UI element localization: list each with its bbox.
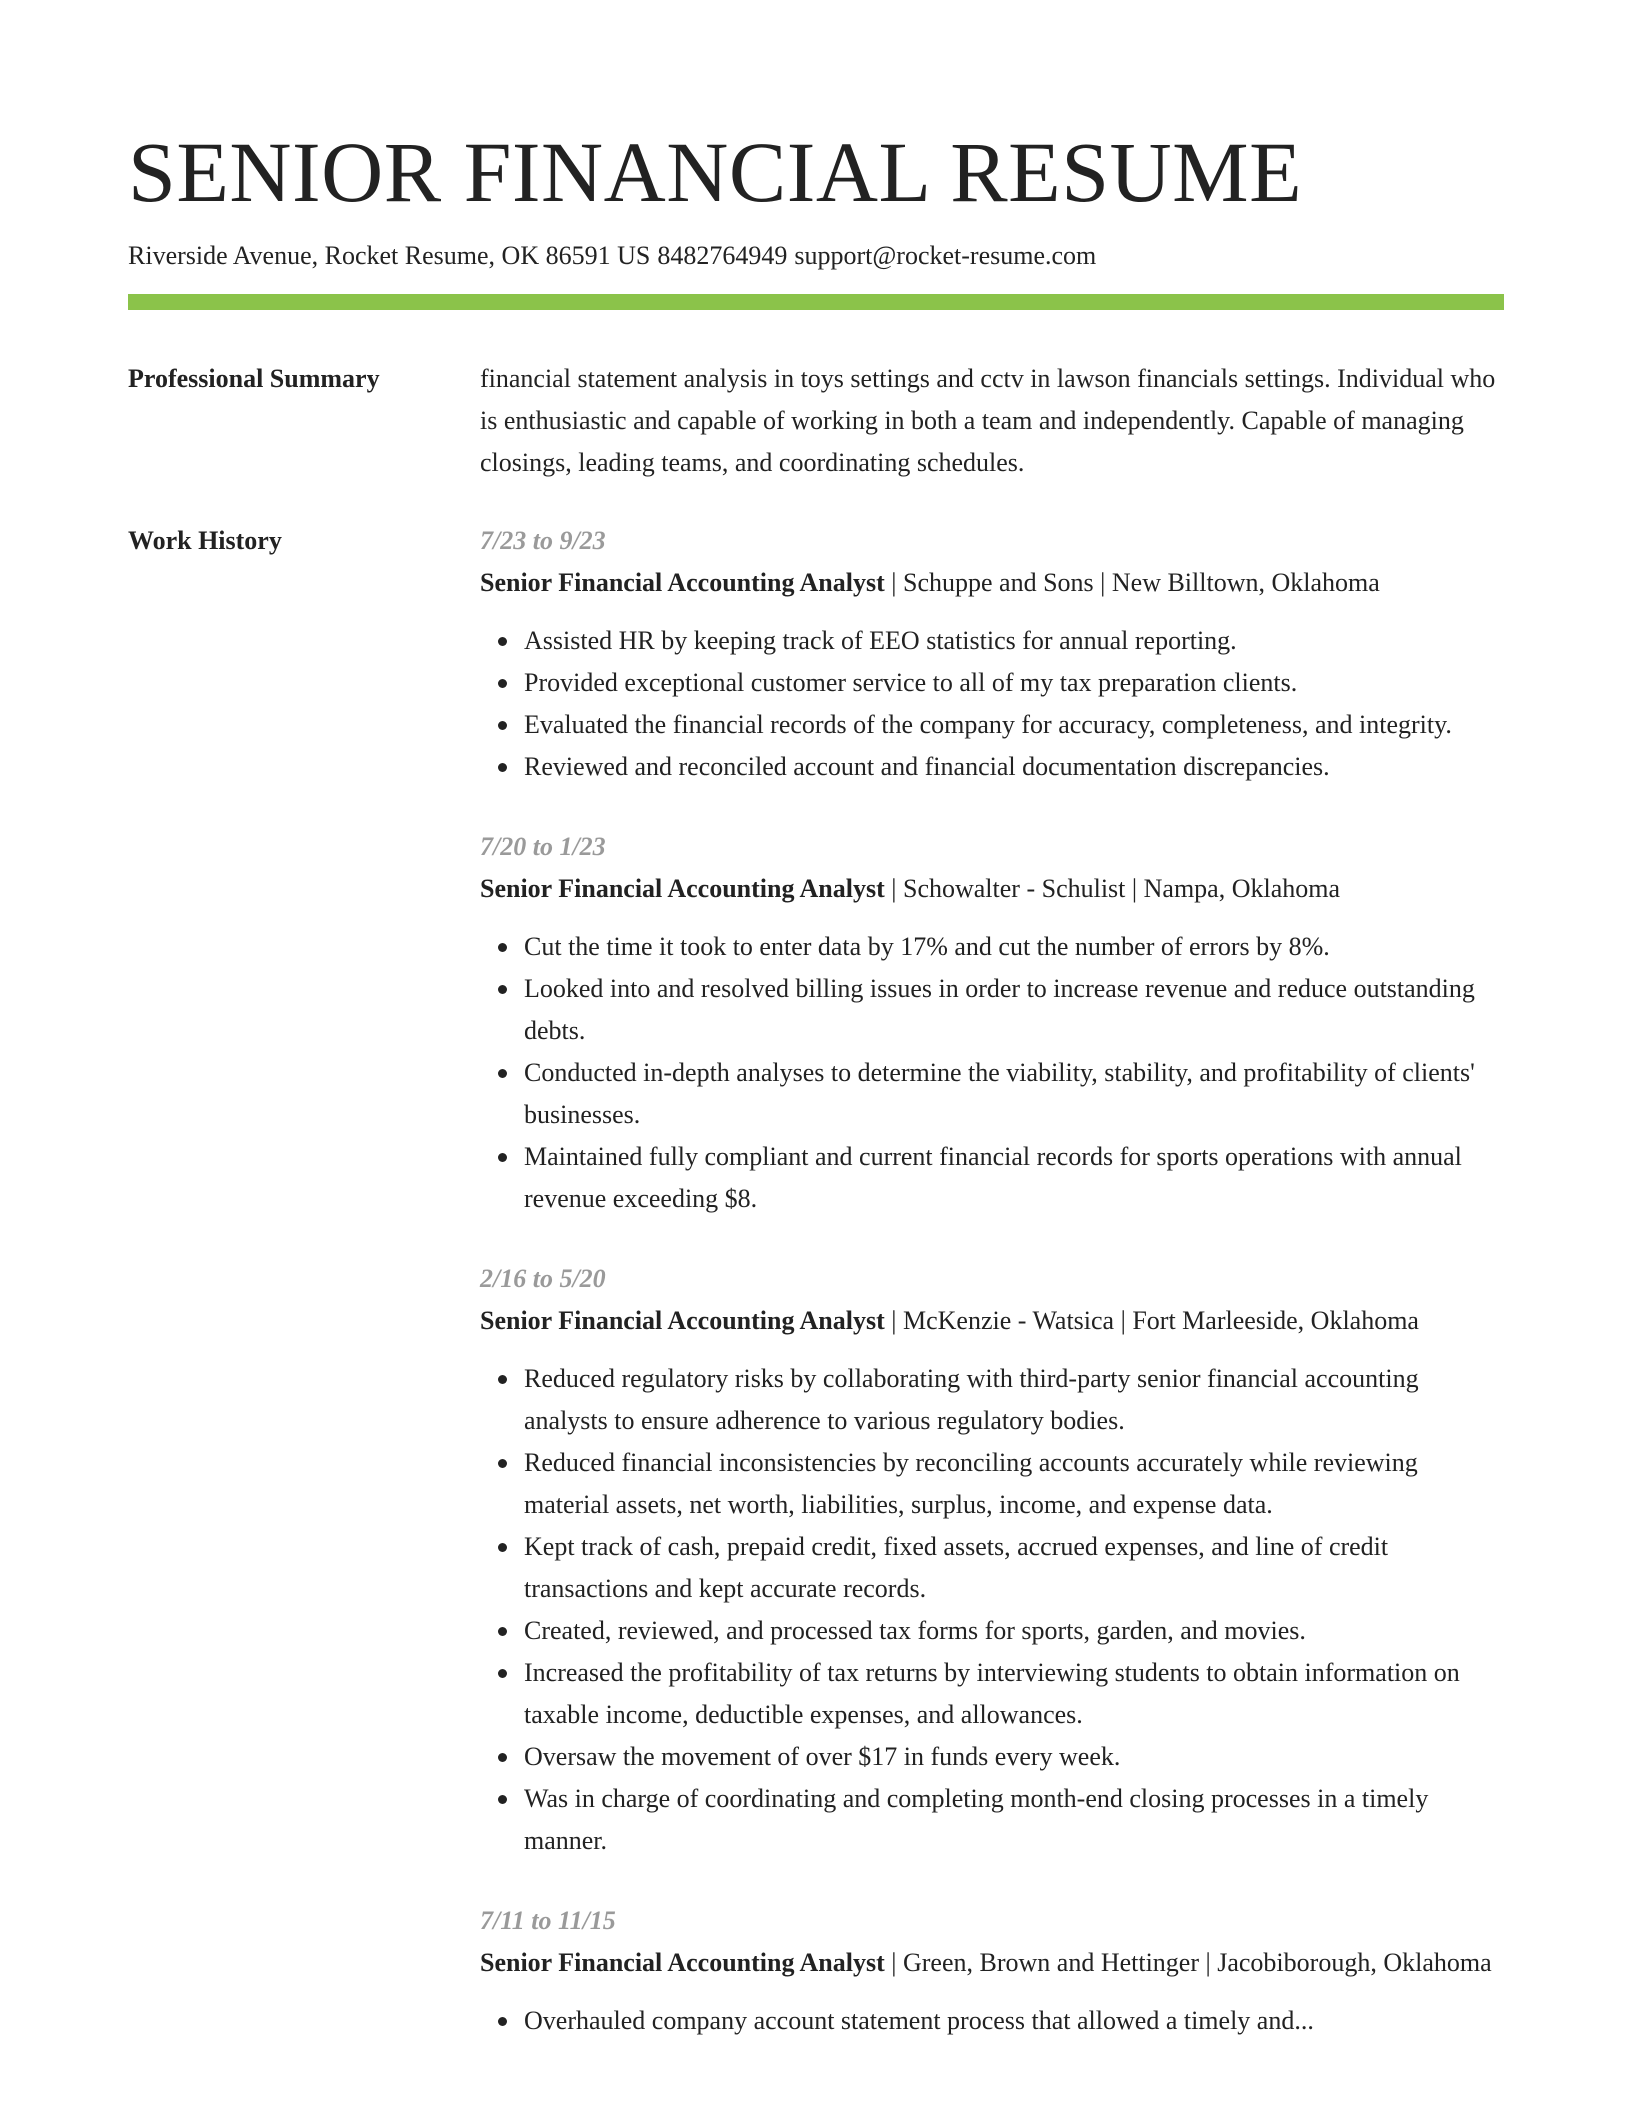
job-bullet: Reduced regulatory risks by collaborating with third-party senior financial accounting analysts to ensure adherence to various regulatory bodies.	[524, 1358, 1504, 1442]
job-location: New Billtown, Oklahoma	[1111, 568, 1380, 597]
contact-phone: 8482764949	[657, 241, 788, 270]
summary-section	[128, 358, 1504, 484]
job-dates: 2/16 to 5/20	[480, 1264, 606, 1293]
job-separator: |	[891, 1948, 897, 1977]
job-separator: |	[1131, 874, 1138, 903]
contact-line	[128, 238, 1504, 274]
job-entry	[480, 1258, 1504, 1862]
job-entry	[480, 1900, 1504, 2042]
job-separator: |	[891, 874, 897, 903]
job-bullet: Was in charge of coordinating and completing month-end closing processes in a timely manner.	[524, 1778, 1504, 1862]
job-bullets	[480, 926, 1504, 1220]
job-location: Jacobiborough, Oklahoma	[1217, 1948, 1492, 1977]
job-separator: |	[891, 568, 897, 597]
summary-text: financial statement analysis in toys settings and cctv in lawson financials settings. Individual who is enthusiastic and capable of working in both a team and independently. Capable of managing closings, leading teams, and coordinating schedules.	[480, 364, 1496, 477]
job-bullet: Conducted in-depth analyses to determine the viability, stability, and profitability of clients' businesses.	[524, 1052, 1504, 1136]
job-bullet: Looked into and resolved billing issues in order to increase revenue and reduce outstanding debts.	[524, 968, 1504, 1052]
work-history-section	[128, 520, 1504, 2042]
summary-heading: Professional Summary	[128, 364, 380, 393]
work-history-body	[480, 520, 1504, 2042]
job-bullet: Increased the profitability of tax returns by interviewing students to obtain information on taxable income, deductible expenses, and allowances.	[524, 1652, 1504, 1736]
job-header	[480, 1942, 1504, 1984]
job-bullets	[480, 1358, 1504, 1862]
job-title: Senior Financial Accounting Analyst	[480, 874, 885, 903]
job-company: Schowalter - Schulist	[902, 874, 1126, 903]
job-bullet: Overhauled company account statement process that allowed a timely and...	[524, 2000, 1504, 2042]
job-company: McKenzie - Watsica	[902, 1306, 1115, 1335]
job-bullet: Provided exceptional customer service to all of my tax preparation clients.	[524, 662, 1504, 704]
job-title: Senior Financial Accounting Analyst	[480, 1306, 885, 1335]
job-entry	[480, 826, 1504, 1220]
job-header	[480, 562, 1504, 604]
contact-email: support@rocket-resume.com	[794, 241, 1097, 270]
job-bullet: Created, reviewed, and processed tax forms for sports, garden, and movies.	[524, 1610, 1504, 1652]
work-history-heading: Work History	[128, 526, 282, 555]
job-bullet: Reduced financial inconsistencies by reconciling accounts accurately while reviewing material assets, net worth, liabilities, surplus, income, and expense data.	[524, 1442, 1504, 1526]
job-location: Nampa, Oklahoma	[1143, 874, 1341, 903]
job-dates: 7/20 to 1/23	[480, 832, 606, 861]
job-location: Fort Marleeside, Oklahoma	[1132, 1306, 1419, 1335]
job-separator: |	[891, 1306, 897, 1335]
job-bullet: Assisted HR by keeping track of EEO statistics for annual reporting.	[524, 620, 1504, 662]
job-dates: 7/11 to 11/15	[480, 1906, 616, 1935]
job-separator: |	[1205, 1948, 1211, 1977]
job-title: Senior Financial Accounting Analyst	[480, 568, 885, 597]
job-dates: 7/23 to 9/23	[480, 526, 606, 555]
job-separator: |	[1100, 568, 1106, 597]
job-bullets	[480, 2000, 1504, 2042]
job-entry	[480, 520, 1504, 788]
job-title: Senior Financial Accounting Analyst	[480, 1948, 885, 1977]
job-company: Green, Brown and Hettinger	[902, 1948, 1200, 1977]
job-bullets	[480, 620, 1504, 788]
job-bullet: Oversaw the movement of over $17 in funds every week.	[524, 1736, 1504, 1778]
job-separator: |	[1120, 1306, 1126, 1335]
job-company: Schuppe and Sons	[902, 568, 1094, 597]
header-divider	[128, 294, 1504, 310]
job-header	[480, 868, 1504, 910]
resume-title: SENIOR FINANCIAL RESUME	[128, 124, 1303, 220]
job-bullet: Kept track of cash, prepaid credit, fixed assets, accrued expenses, and line of credit transactions and kept accurate records.	[524, 1526, 1504, 1610]
resume-page	[128, 120, 1504, 2042]
job-bullet: Maintained fully compliant and current financial records for sports operations with annual revenue exceeding $8.	[524, 1136, 1504, 1220]
job-bullet: Cut the time it took to enter data by 17% and cut the number of errors by 8%.	[524, 926, 1504, 968]
job-bullet: Reviewed and reconciled account and financial documentation discrepancies.	[524, 746, 1504, 788]
contact-address: Riverside Avenue, Rocket Resume, OK 86591 US	[128, 241, 651, 270]
job-header	[480, 1300, 1504, 1342]
job-bullet: Evaluated the financial records of the company for accuracy, completeness, and integrity.	[524, 704, 1504, 746]
summary-body	[480, 358, 1504, 484]
